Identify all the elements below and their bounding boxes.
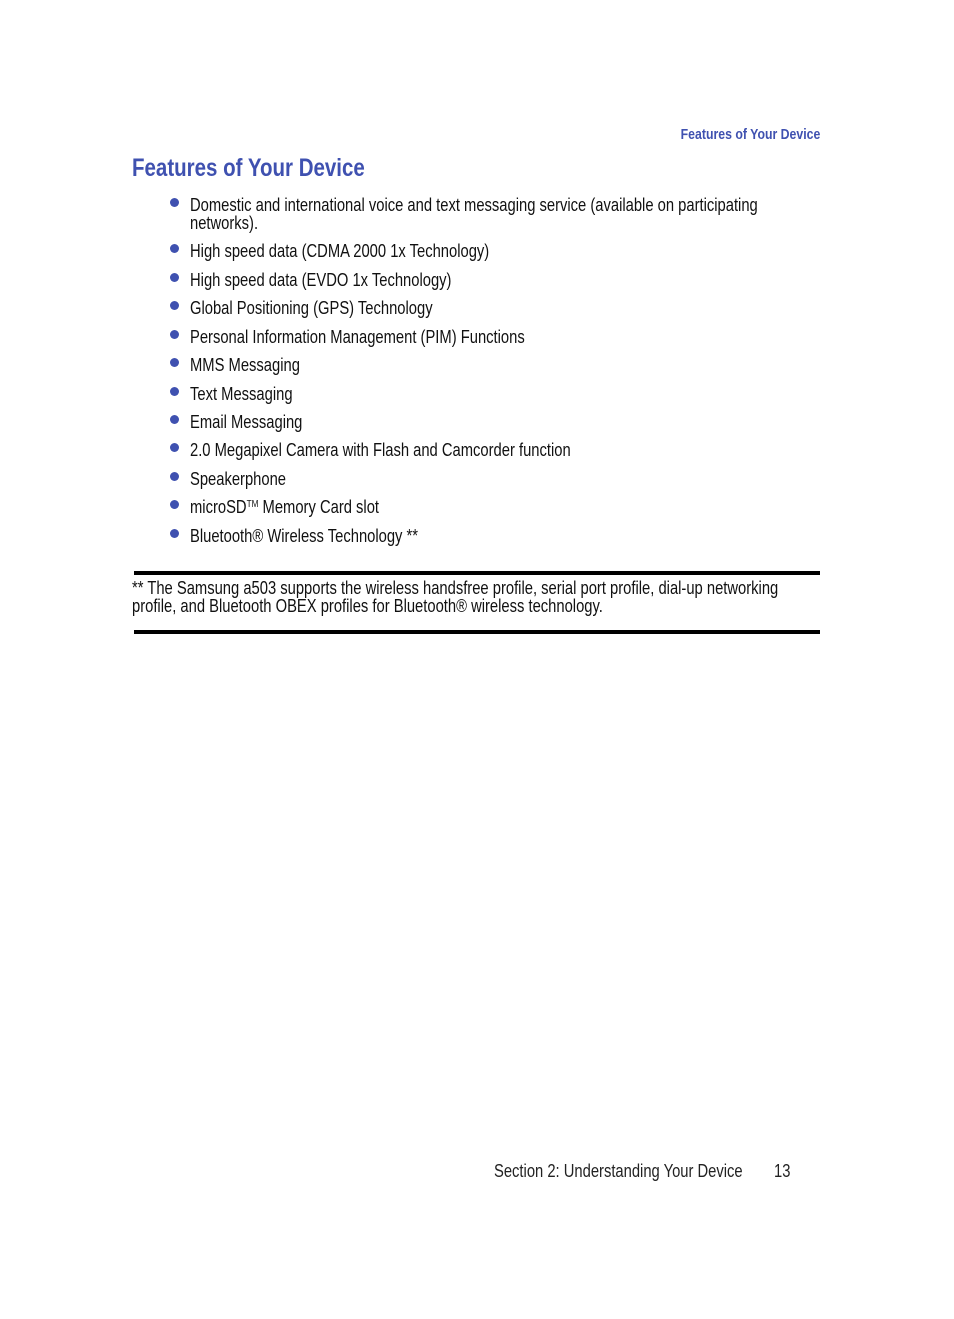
list-item <box>190 441 654 459</box>
bullet-icon <box>170 244 179 253</box>
list-item-text-pre: microSD <box>190 497 247 517</box>
list-item-text <box>190 498 379 516</box>
footnote-line: profile, and Bluetooth OBEX profiles for Bluetooth® wireless technology. <box>132 596 603 616</box>
footer-section <box>494 1161 797 1182</box>
bullet-icon <box>170 198 179 207</box>
list-item <box>190 527 468 545</box>
bullet-icon <box>170 330 179 339</box>
list-item <box>190 413 327 431</box>
divider-top <box>134 571 820 575</box>
list-item <box>190 356 324 374</box>
page-number <box>774 1161 794 1182</box>
list-item-text: Domestic and international voice and text messaging service (available on participating <box>190 195 758 215</box>
list-item-text: High speed data (EVDO 1x Technology) <box>190 270 452 290</box>
list-item <box>190 328 598 346</box>
list-item-text: Personal Information Management (PIM) Functions <box>190 327 525 347</box>
list-item <box>190 385 315 403</box>
list-item <box>190 299 486 317</box>
list-item-text: Bluetooth® Wireless Technology ** <box>190 526 419 546</box>
list-item <box>190 498 421 516</box>
list-item-text: Global Positioning (GPS) Technology <box>190 298 433 318</box>
list-item-text: Speakerphone <box>190 469 287 489</box>
running-header-text: Features of Your Device <box>680 126 820 143</box>
list-item-text: Text Messaging <box>190 384 293 404</box>
bullet-icon <box>170 387 179 396</box>
divider-bottom <box>134 630 820 634</box>
section-title-text: Features of Your Device <box>132 154 365 182</box>
list-item <box>190 242 555 260</box>
page-number-text: 13 <box>774 1161 791 1181</box>
footnote-line: ** The Samsung a503 supports the wireless handsfree profile, serial port profile, dial-up networking <box>132 578 779 598</box>
list-item-text: 2.0 Megapixel Camera with Flash and Camcorder function <box>190 440 571 460</box>
footnote <box>132 579 952 615</box>
bullet-icon <box>170 415 179 424</box>
list-item-text-post: Memory Card slot <box>258 497 380 517</box>
list-item <box>190 196 882 232</box>
list-item-text: MMS Messaging <box>190 355 300 375</box>
footer-section-text: Section 2: Understanding Your Device <box>494 1161 743 1181</box>
running-header <box>650 126 820 143</box>
list-item <box>190 271 509 289</box>
list-item-text: networks). <box>190 213 259 233</box>
list-item-text: Email Messaging <box>190 412 303 432</box>
bullet-icon <box>170 472 179 481</box>
list-item-text: High speed data (CDMA 2000 1x Technology) <box>190 241 490 261</box>
bullet-icon <box>170 358 179 367</box>
bullet-icon <box>170 500 179 509</box>
bullet-icon <box>170 301 179 310</box>
trademark-sup: TM <box>246 499 259 510</box>
list-item <box>190 470 307 488</box>
bullet-icon <box>170 529 179 538</box>
bullet-icon <box>170 443 179 452</box>
section-title <box>132 154 416 183</box>
bullet-icon <box>170 273 179 282</box>
